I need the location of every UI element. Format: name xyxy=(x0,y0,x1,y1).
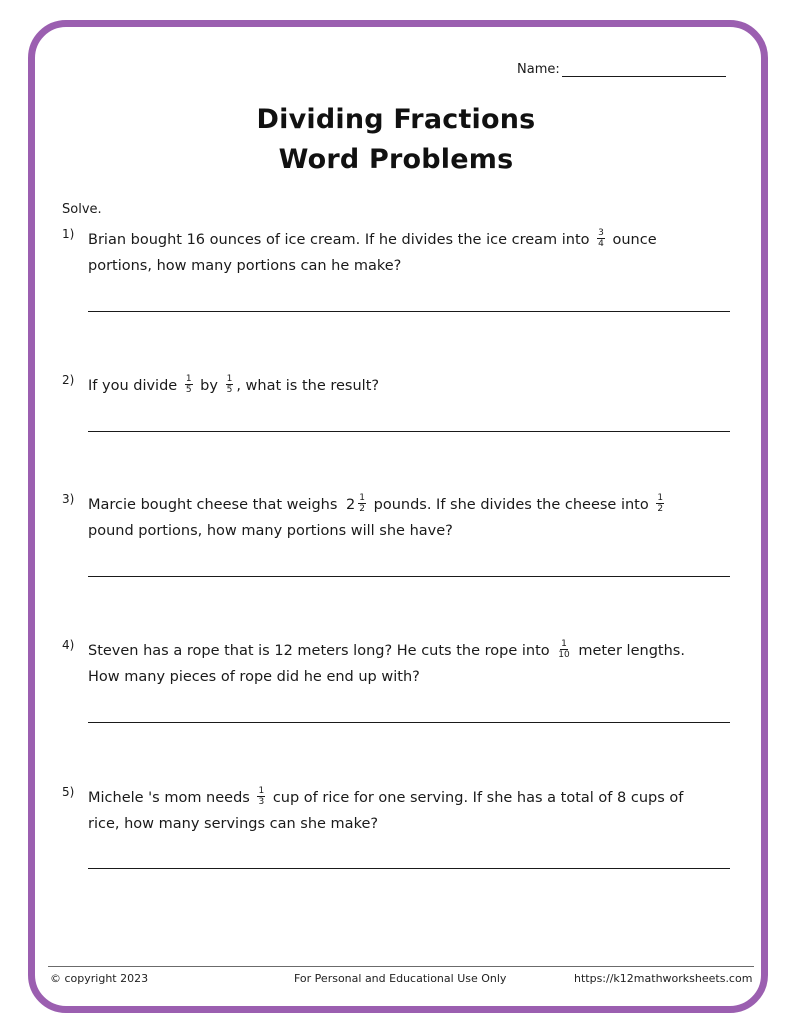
footer-copyright: © copyright 2023 xyxy=(50,972,149,985)
problem-text-segment: pounds. If she divides the cheese into xyxy=(373,497,649,513)
fraction xyxy=(257,786,265,807)
answer-line-1[interactable] xyxy=(88,311,730,312)
problem-text xyxy=(88,785,708,837)
denominator: 3 xyxy=(258,796,265,807)
footer-divider xyxy=(48,966,754,967)
denominator: 5 xyxy=(226,384,233,395)
fraction xyxy=(185,374,193,395)
instructions: Solve. xyxy=(62,202,102,217)
worksheet-title-line-1: Dividing Fractions xyxy=(256,104,536,135)
numerator: 1 xyxy=(226,373,233,384)
fraction xyxy=(226,374,234,395)
problem-text-segment: ounce portions, how many portions can he make? xyxy=(88,232,657,274)
numerator: 3 xyxy=(598,227,604,238)
answer-line-3[interactable] xyxy=(88,576,730,577)
fraction xyxy=(358,493,366,514)
answer-line-2[interactable] xyxy=(88,431,730,432)
denominator: 5 xyxy=(185,384,192,395)
numerator: 1 xyxy=(359,492,366,503)
name-blank[interactable] xyxy=(562,62,726,77)
fraction xyxy=(656,493,664,514)
name-field xyxy=(517,62,726,77)
problem-text-segment: pound portions, how many portions will she have? xyxy=(88,523,453,539)
problem-text xyxy=(88,638,708,690)
problem-text-segment: by xyxy=(200,378,218,394)
problem-text xyxy=(88,227,708,279)
denominator: 4 xyxy=(598,238,604,249)
problem-text-segment: meter lengths. How many pieces of rope did he end up with? xyxy=(88,643,685,685)
fraction xyxy=(557,639,570,660)
problem-text-segment: Michele 's mom needs xyxy=(88,790,250,806)
problem-number: 5) xyxy=(62,785,75,799)
footer-url[interactable]: https://k12mathworksheets.com xyxy=(574,972,753,985)
problem-text xyxy=(88,492,708,544)
answer-line-5[interactable] xyxy=(88,868,730,869)
problem-number: 3) xyxy=(62,492,75,506)
denominator: 2 xyxy=(657,503,664,514)
worksheet-title-line-2: Word Problems xyxy=(278,144,514,175)
answer-line-4[interactable] xyxy=(88,722,730,723)
denominator: 2 xyxy=(359,503,366,514)
problem-number: 2) xyxy=(62,373,75,387)
problem-text-segment: , what is the result? xyxy=(236,378,380,394)
numerator: 1 xyxy=(561,638,567,649)
problem-number: 4) xyxy=(62,638,75,652)
problem-text-segment: If you divide xyxy=(88,378,178,394)
mixed-number-whole: 2 xyxy=(346,497,356,513)
denominator: 10 xyxy=(558,649,570,660)
footer-usage: For Personal and Educational Use Only xyxy=(294,972,507,985)
numerator: 1 xyxy=(258,785,265,796)
problem-text-segment: Marcie bought cheese that weighs xyxy=(88,497,338,513)
problem-text-segment: cup of rice for one serving. If she has a total of 8 cups of rice, how many servings can she make? xyxy=(88,790,684,832)
problem-text xyxy=(88,373,708,399)
numerator: 1 xyxy=(657,492,664,503)
problem-text-segment: Steven has a rope that is 12 meters long? He cuts the rope into xyxy=(88,643,550,659)
name-label: Name: xyxy=(517,62,560,77)
problem-text-segment: Brian bought 16 ounces of ice cream. If he divides the ice cream into xyxy=(88,232,590,248)
numerator: 1 xyxy=(185,373,192,384)
fraction xyxy=(597,228,605,249)
problem-number: 1) xyxy=(62,227,75,241)
